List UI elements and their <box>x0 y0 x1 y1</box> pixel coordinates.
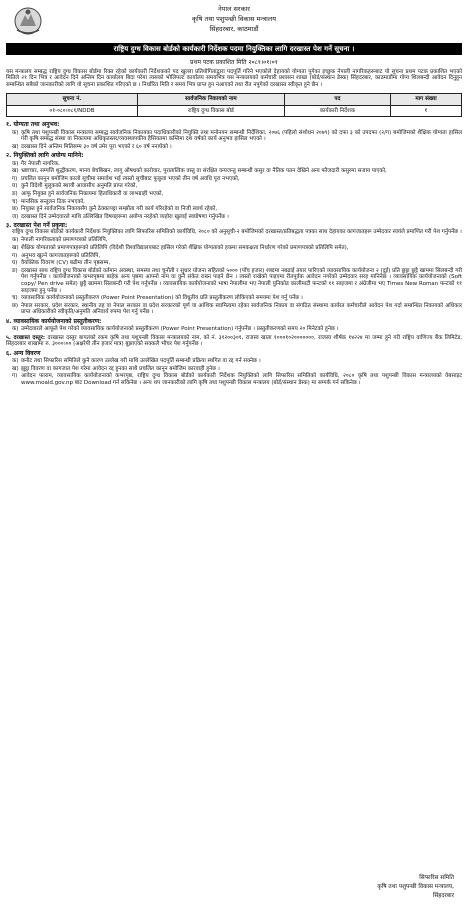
position-table <box>6 93 462 117</box>
item-text: शैक्षिक योग्यताको प्रमाणपत्रहरूको प्रतिलिपि (विदेशी विश्वविद्यालयबाट हासिल गरेको शैक्षिक योग्यताको हकमा समकक्षता निर्धारण गरेको प्रमाणपत्रको प्रतिलिपि समेत), <box>21 244 349 251</box>
section-title-application-process: ३. दरखास्त पेश गर्ने प्रकृया: <box>6 222 68 230</box>
list-item: ख) दरखास्त दिने अन्तिम मितिसम्म ३० वर्ष उमेर पूरा भएको र ६० वर्ष ननाघेको । <box>12 144 462 151</box>
section-title-disqualification: २. नियुक्तिको लागि अयोग्य मानिने: <box>6 152 84 160</box>
table-cell: राष्ट्रिय दुग्ध विकास बोर्ड <box>137 105 284 117</box>
item-text: उम्मेदवारले आफूले पेश गरेको व्यावसायिक कार्ययोजनाको प्रस्तुतीकरण (Power Point Presentation) गर्नुपर्नेछ । प्रस्तुतीकरणको समय २० मिनेटको हुनेछ । <box>21 326 339 333</box>
nepal-emblem-icon <box>12 6 44 36</box>
list-item <box>12 245 462 252</box>
list-item <box>12 191 462 198</box>
item-marker: ङ) <box>12 190 18 197</box>
list-item <box>12 373 462 386</box>
item-text: मानसिक सन्तुलन ठिक नभएको, <box>21 198 85 205</box>
list-item <box>12 326 462 333</box>
item-text: आवेदन फाराम, व्यावसायिक कार्ययोजनाको कभरपृष्ठ, राष्ट्रिय दुग्ध विकास बोर्डको कार्यकारी निर्देशक नियुक्तिको लागि सिफारिस समितिको कार्यविधि, २०८० कृषि तथा पशुपन्छी विकास मन्त्रालयको वेबसाइट www.moald.gov.np बाट Download गर्न सकिनेछ । अन्य थप जानकारीको लागि कृषि तथा पशुपन्छी विकास मन्त्रालय (बोर्ड/संस्थान डेस्क) मा सम्पर्क गर्न सकिनेछ । <box>21 373 462 386</box>
item-marker: घ) <box>12 260 18 267</box>
signature-line-1: सिफारिस समिति <box>419 875 454 881</box>
table-header: माग संख्या <box>390 94 461 106</box>
item-text: नेपाली नागरिकताको प्रमाणपत्रको प्रतिलिपि, <box>21 237 108 244</box>
item-text: नियुक्त हुने सार्वजनिक निकायसँग कुनै ठेक्कापट्टा सम्झौता गरी कार्य गरिरहेको वा निजी स्वार्थ रहेको, <box>21 206 218 213</box>
table-header: सार्वजनिक निकायको नाम <box>137 94 284 106</box>
item-text: दरखास्त दिने उम्मेदवारले माथि उल्लिखित विषयहरूमा अयोग्य नरहेको व्यहोरा खुलाई स्वघोषणा गर्नुपर्नेछ । <box>21 213 229 220</box>
list-item <box>12 176 462 183</box>
list-item <box>12 168 462 175</box>
fee-text: दरखास्त दस्तुर बापतको रकम कृषि तथा पशुपन्छी विकास मन्त्रालयको नाम, को नं. ३१२००३०१, राजस्व खाता १०००१०२०००००००, राजस्व शीर्षक १४२२४ मा जम्मा हुने गरी राष्ट्रिय वाणिज्य बैंक लिमिटेड, सिंहदरबार शाखामा रु. ३०००।०० (अक्षरेपी तीन हजार मात्र) बुझाएको सक्कलै भौचर पेश गर्नुपर्नेछ । <box>6 334 463 348</box>
notice-title-banner: राष्ट्रिय दुग्ध विकास बोर्डको कार्यकारी निर्देशक पदमा नियुक्तिका लागि दरखास्त पेश गर्ने सूचना । <box>6 43 462 55</box>
item-marker: ग) <box>12 175 18 182</box>
table-header-row <box>7 94 462 106</box>
list-item <box>12 206 462 213</box>
item-marker: ख) <box>12 168 19 175</box>
fee-paragraph <box>6 335 462 348</box>
item-text: अनुभव खुल्ने कागजातहरूको प्रतिलिपि, <box>21 252 101 259</box>
table-cell: १ <box>390 105 461 117</box>
item-marker: क) <box>12 160 19 167</box>
application-intro: राष्ट्रिय दुग्ध विकास बोर्डको कार्यकारी निर्देशक नियुक्तिका लागि सिफारिस समितिको कार्यविधि, २०८० को अनुसूची-२ बमोजिमको दरखास्त/प्रतिबद्धता पत्रका साथ देहायका कागजातहरू उम्मेदवार स्वयंले प्रमाणित गरी पेश गर्नुपर्नेछ । <box>12 229 462 236</box>
item-marker: घ) <box>12 183 18 190</box>
item-marker: च) <box>12 198 18 205</box>
list-item <box>12 358 462 365</box>
item-marker: ख) <box>12 365 19 372</box>
list-item: क) कृषि तथा पशुपन्छी विकास मन्त्रालय सम्बद्ध सार्वजनिक निकायका पदाधिकारीको नियुक्ति तथा मनोनयन सम्बन्धी निर्देशिका, २०७६ (पहिलो संशोधन २०७९) को दफा ३ को उपदफा (२/ग) बमोजिमको शैक्षिक योग्यता हासिल गरी कृषि सम्बद्ध संस्था वा निकायमा अधिकृतस्तर/व्यवस्थापकीय हैसियतमा कम्तिमा दश वर्षको कार्य अनुभव हासिल भएको । <box>12 129 462 143</box>
list-item <box>12 268 462 294</box>
item-marker: क) <box>12 237 19 244</box>
header-line-3: सिंहदरबार, काठमाडौं <box>209 25 259 33</box>
signature-block <box>377 874 454 901</box>
item-text: प्रचलित कानून बमोजिम कालो सूचीमा समावेश भई त्यस्तो सूचीबाट फुकुवा भएको तीन वर्ष अवधि पूरा नभएको, <box>21 175 240 182</box>
item-marker: छ) <box>12 206 19 213</box>
item-text: कुनै विदेशी मुलुकको स्थायी आवासीय अनुमति प्राप्त गरेको, <box>21 183 138 190</box>
item-text: गैर नेपाली नागरिक, <box>21 160 60 167</box>
signature-line-2: कृषि तथा पशुपन्छी विकास मन्त्रालय, <box>377 884 454 890</box>
table-header: पद <box>284 94 390 106</box>
item-marker: ग) <box>12 373 18 380</box>
list-item <box>12 237 462 244</box>
item-text: वैयक्तिक विवरण (CV) बढीमा तीन पृष्ठसम्म, <box>21 260 111 267</box>
table-row <box>7 105 462 117</box>
item-marker: क) <box>12 358 19 365</box>
item-marker: ङ) <box>12 267 18 274</box>
item-marker: ज) <box>12 213 19 220</box>
item-marker: क) <box>12 326 19 333</box>
list-item <box>12 253 462 260</box>
item-marker: ग) <box>12 252 18 259</box>
item-text: भ्रष्टाचार, सम्पत्ति शुद्धीकरण, मानव बेचबिखन, लागू औषधको कारोवार, पुरातात्विक वस्तु वा संरक्षित वन्यजन्तु सम्बन्धी कसुर वा नैतिक पतन देखिने अन्य फौजदारी कसुरमा सजाय पाएको, <box>21 168 387 175</box>
table-header: सूचना नं. <box>7 94 138 106</box>
section-title-qualification: १. योग्यता तथा अनुभव: <box>6 121 60 129</box>
presentation-list <box>6 326 462 333</box>
item-marker: च) <box>12 295 18 302</box>
list-item <box>12 260 462 267</box>
intro-paragraph: यस मन्त्रालय सम्बद्ध राष्ट्रिय दुग्ध विकास बोर्डमा रिक्त रहेको कार्यकारी निर्देशकको पद खुल्ला प्रतियोगिताद्वारा पदपूर्ति गरिने भएकोले देहायको योग्यता पुगेका इच्छुक नेपाली नागरिकहरूबाट यो सूचना प्रथम पटक प्रकाशित भएको मितिले २१ दिन भित्र र आवेदन दिने अन्तिम दिन कार्यालय बिदा परेमा त्यसको भोलिपल्ट कार्यालय समयभित्र यस मन्त्रालयको कर्मचारी प्रशासन शाखा (बोर्ड/संस्थान डेस्क) सिंहदरबार, काठमाडौंमा गोप्य शिलबन्दी आवेदन दिनुहुन सम्बन्धित सबैको जानकारीको लागि यो सूचना प्रकाशित गरिएको छ । निर्धारित मिति र समय भित्र प्राप्त हुन नआएको तथा रीत नपुगेको दरखास्त स्वीकृत हुने छैन । <box>6 68 462 89</box>
item-text: नेपाल सरकार, प्रदेश सरकार, स्थानीय तह वा नेपाल सरकार वा प्रदेश सरकारको पूर्ण वा आंशिक स्वामित्वमा रहेका सार्वजनिक निकाय वा संगठित संस्थामा कार्यरत कर्मचारीले आवेदन पेश गर्दा सम्बन्धित निकायको अधिकार प्राप्त अधिकारीको स्वीकृति/अनुमति अनिवार्य रुपमा पेश गर्नु पर्नेछ । <box>21 302 462 316</box>
list-item <box>12 199 462 206</box>
section-title-other: ६. अन्य विवरण <box>6 349 41 357</box>
header-line-2: कृषि तथा पशुपन्छी विकास मन्त्रालय <box>192 15 276 23</box>
list-item <box>12 303 462 316</box>
list-item <box>12 295 462 302</box>
header-line-1: नेपाल सरकार <box>218 5 250 13</box>
qualification-a: कृषि तथा पशुपन्छी विकास मन्त्रालय सम्बद्ध सार्वजनिक निकायका पदाधिकारीको नियुक्ति तथा मनोनयन सम्बन्धी निर्देशिका, २०७६ (पहिलो संशोधन २०७९) को दफा ३ को उपदफा (२/ग) बमोजिमको शैक्षिक योग्यता हासिल गरी कृषि सम्बद्ध संस्था वा निकायमा अधिकृतस्तर/व्यवस्थापकीय हैसियतमा कम्तिमा दश वर्षको कार्य अनुभव हासिल भएको । <box>21 129 462 143</box>
table-cell: ०१-०८०।०८१/NDDB <box>7 105 138 117</box>
item-marker: छ) <box>12 302 19 309</box>
application-list <box>6 237 462 316</box>
letterhead <box>6 4 462 42</box>
item-text: झुट्ठा विवरण वा कागजात पेश गरेमा आवेदन रद्द हुनका साथै प्रचलित कानून बमोजिम कारवाही हुनेछ । <box>21 365 220 372</box>
item-text: आफू नियुक्त हुने सार्वजनिक निकायमा हिताधिकारी वा लाभग्राही भएको, <box>21 190 164 197</box>
signature-line-3: सिंहदरबार <box>432 893 454 899</box>
table-cell: कार्यकारी निर्देशक <box>284 105 390 117</box>
section-title-presentation: ४. व्यावसायिक कार्ययोजनाको प्रस्तुतीकरण: <box>6 317 102 325</box>
list-item <box>12 366 462 373</box>
list-item <box>12 161 462 168</box>
section-title-fee: ५. दरखास्त दस्तुर: <box>6 334 46 341</box>
item-text: व्यावसायिक कार्ययोजनाको प्रस्तुतीकरण (Power Point Presentation) को विधुतीय प्रति प्रस्तुतीकरण लोकिएको समयमा पेश गर्नु पर्नेछ । <box>21 295 303 302</box>
item-marker: ख) <box>12 244 19 251</box>
qualification-b: दरखास्त दिने अन्तिम मितिसम्म ३० वर्ष उमेर पूरा भएको र ६० वर्ष ननाघेको । <box>21 143 172 150</box>
list-item <box>12 214 462 221</box>
disqualification-list <box>6 161 462 221</box>
list-item <box>12 183 462 190</box>
item-text: दरखास्त साथ राष्ट्रिय दुग्ध विकास बोर्डको वर्तमान अवस्था, समस्या तथा चुनौती र सुधार योजना सहितको ५००० (पाँच हजार) शब्दमा नबढाई तयार पारिएको व्यावसायिक कार्ययोजना २ (दुई) प्रति छुट्टा छुट्टै खाममा सिलबन्दी गरी पेश गर्नुपर्नेछ । कार्ययोजनाको कभरपृष्ठमा बाहेक अन्य पृष्ठमा आफ्नो नाम वा कुनै संकेत राख्न पाइने छैन । त्यस्तो राखेको पाइएमा रीतपूर्वक आवेदन नगरेको उम्मेदवार सरह मानिनेछ । व्यावसायिक कार्ययोजनाको (Soft copy/ Pen drive समेत) छुट्टै खाममा सिलबन्दी गरी पेश गर्नुपर्नेछ । व्यावसायिक कार्ययोजनाको भाषा नेपालीमा भए नेपाली युनिकोड कालीमाटी फन्टको ११ साइजमा र अंग्रेजीमा भए Times New Roman फन्टको ११ साइजमा हुनु पर्नेछ । <box>21 267 462 294</box>
other-list <box>6 358 462 386</box>
item-text: छनौट तथा सिफारिस समितिले कुनै कारण उल्लेख गरी माथि उल्लेखित पदपूर्ति सम्बन्धी प्रक्रिया स्थगित वा रद्द गर्न सक्नेछ । <box>21 358 261 365</box>
publication-date: प्रथम पटक प्रकाशित मिति २०८१।०१।०१ <box>190 59 278 67</box>
